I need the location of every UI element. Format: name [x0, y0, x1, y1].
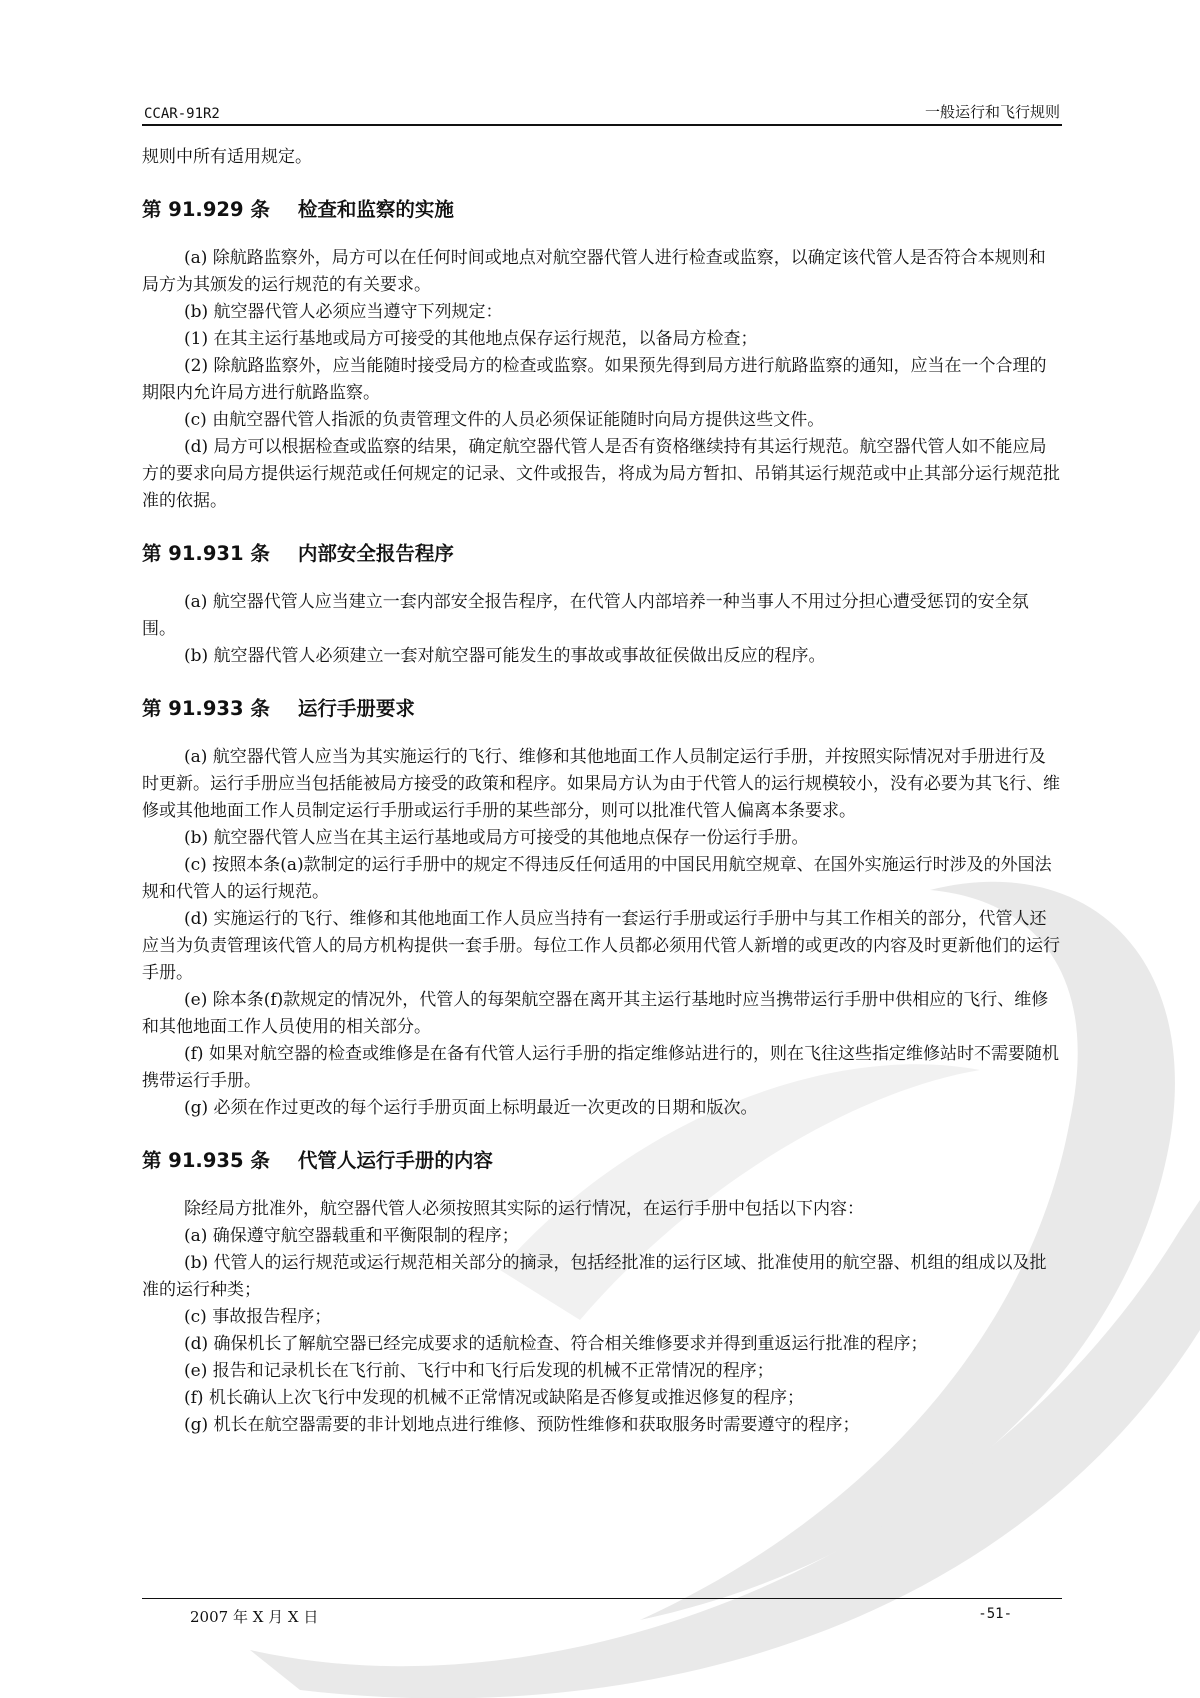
intro-text: 规则中所有适用规定。 [142, 147, 312, 167]
page-header [142, 96, 1062, 126]
paragraph: (c) 由航空器代管人指派的负责管理文件的人员必须保证能随时向局方提供这些文件。 [184, 410, 825, 430]
paragraph: (e) 报告和记录机长在飞行前、飞行中和飞行后发现的机械不正常情况的程序； [184, 1361, 774, 1381]
paragraph: (a) 确保遵守航空器载重和平衡限制的程序； [184, 1226, 519, 1246]
paragraph: (1) 在其主运行基地或局方可接受的其他地点保存运行规范，以备局方检查； [184, 329, 758, 349]
section-heading-91-935 [142, 1146, 1062, 1176]
paragraph: (d) 实施运行的飞行、维修和其他地面工作人员应当持有一套运行手册或运行手册中与其工作相关的部分，代管人还应当为负责管理该代管人的局方机构提供一套手册。每位工作人员都必须用代管人新增的或更改的内容及时更新他们的运行手册。 [142, 909, 1060, 983]
paragraph: (g) 必须在作过更改的每个运行手册页面上标明最近一次更改的日期和版次。 [184, 1098, 758, 1118]
section-title: 内部安全报告程序 [297, 542, 454, 565]
paragraph: (d) 局方可以根据检查或监察的结果，确定航空器代管人是否有资格继续持有其运行规范。航空器代管人如不能应局方的要求向局方提供运行规范或任何规定的记录、文件或报告，将成为局方暂扣、吊销其运行规范或中止其部分运行规范批准的依据。 [142, 437, 1060, 511]
section-number: 第 91.933 条 [142, 697, 270, 720]
paragraph: (g) 机长在航空器需要的非计划地点进行维修、预防性维修和获取服务时需要遵守的程序； [184, 1415, 860, 1435]
section-number: 第 91.935 条 [142, 1149, 270, 1172]
footer-date: 2007 年 X 月 X 日 [190, 1608, 319, 1626]
header-doc-title: 一般运行和飞行规则 [924, 103, 1060, 121]
section-title: 运行手册要求 [297, 697, 415, 720]
paragraph: (2) 除航路监察外，应当能随时接受局方的检查或监察。如果预先得到局方进行航路监察的通知，应当在一个合理的期限内允许局方进行航路监察。 [142, 356, 1047, 403]
paragraph: (e) 除本条(f)款规定的情况外，代管人的每架航空器在离开其主运行基地时应当携带运行手册中供相应的飞行、维修和其他地面工作人员使用的相关部分。 [142, 990, 1049, 1037]
section-heading-91-931 [142, 539, 1062, 569]
page-number: -51- [978, 1606, 1012, 1622]
paragraph: (b) 航空器代管人必须建立一套对航空器可能发生的事故或事故征侯做出反应的程序。 [184, 646, 826, 666]
paragraph: (f) 如果对航空器的检查或维修是在备有代管人运行手册的指定维修站进行的，则在飞往这些指定维修站时不需要随机携带运行手册。 [142, 1044, 1059, 1091]
page-footer [142, 1598, 1062, 1627]
section-title: 检查和监察的实施 [297, 198, 454, 221]
paragraph: 除经局方批准外，航空器代管人必须按照其实际的运行情况，在运行手册中包括以下内容： [184, 1199, 864, 1219]
paragraph: (a) 除航路监察外，局方可以在任何时间或地点对航空器代管人进行检查或监察，以确定该代管人是否符合本规则和局方为其颁发的运行规范的有关要求。 [142, 248, 1046, 295]
header-doc-code: CCAR-91R2 [144, 106, 220, 122]
paragraph: (f) 机长确认上次飞行中发现的机械不正常情况或缺陷是否修复或推迟修复的程序； [184, 1388, 804, 1408]
document-body [142, 144, 1062, 1439]
paragraph: (c) 按照本条(a)款制定的运行手册中的规定不得违反任何适用的中国民用航空规章、在国外实施运行时涉及的外国法规和代管人的运行规范。 [142, 855, 1052, 902]
section-heading-91-933 [142, 694, 1062, 724]
paragraph: (d) 确保机长了解航空器已经完成要求的适航检查、符合相关维修要求并得到重返运行批准的程序； [184, 1334, 928, 1354]
paragraph: (b) 航空器代管人必须应当遵守下列规定： [184, 302, 503, 322]
section-number: 第 91.929 条 [142, 198, 270, 221]
document-page [142, 96, 1062, 1439]
paragraph: (a) 航空器代管人应当为其实施运行的飞行、维修和其他地面工作人员制定运行手册，并按照实际情况对手册进行及时更新。运行手册应当包括能被局方接受的政策和程序。如果局方认为由于代管人的运行规模较小，没有必要为其飞行、维修或其他地面工作人员制定运行手册或运行手册的某些部分，则可以批准代管人偏离本条要求。 [142, 747, 1060, 821]
paragraph: (a) 航空器代管人应当建立一套内部安全报告程序，在代管人内部培养一种当事人不用过分担心遭受惩罚的安全氛围。 [142, 592, 1029, 639]
paragraph: (b) 代管人的运行规范或运行规范相关部分的摘录，包括经批准的运行区域、批准使用的航空器、机组的组成以及批准的运行种类； [142, 1253, 1047, 1300]
section-number: 第 91.931 条 [142, 542, 270, 565]
paragraph: (b) 航空器代管人应当在其主运行基地或局方可接受的其他地点保存一份运行手册。 [184, 828, 809, 848]
section-heading-91-929 [142, 195, 1062, 225]
paragraph: (c) 事故报告程序； [184, 1307, 332, 1327]
section-title: 代管人运行手册的内容 [297, 1149, 493, 1172]
